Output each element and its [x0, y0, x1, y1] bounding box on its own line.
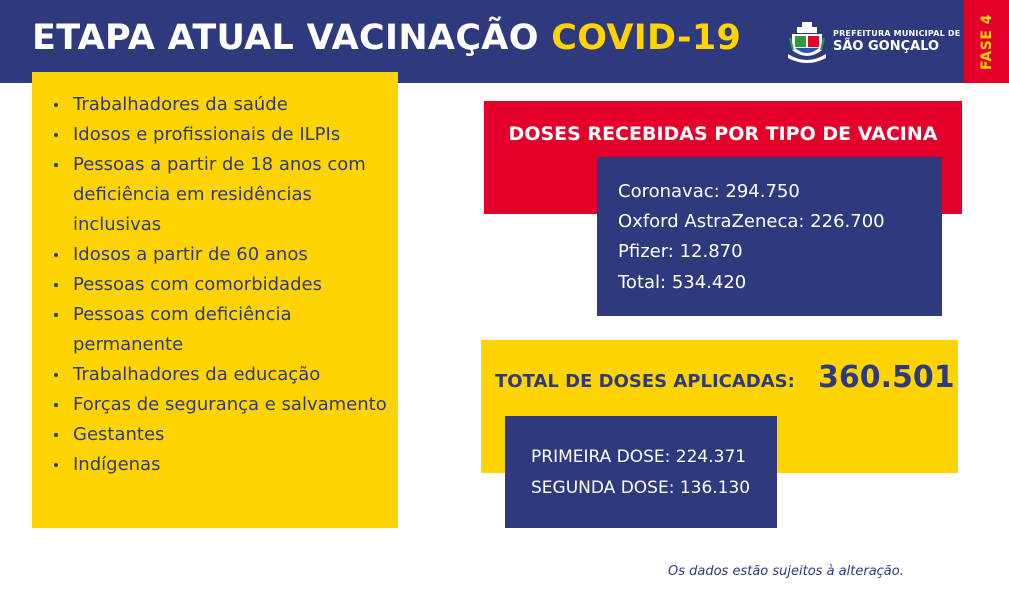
title-accent: COVID-19 [551, 18, 742, 58]
first-dose-count: PRIMEIRA DOSE: 224.371 [531, 447, 747, 467]
phase-badge [964, 0, 1009, 83]
disclaimer-note: Os dados estão sujeitos à alteração. [668, 564, 904, 579]
phase-label: FASE 4 [978, 13, 995, 70]
coronavac-doses: Coronavac: 294.750 [618, 181, 800, 202]
list-item: Trabalhadores da educação [52, 360, 393, 390]
received-doses-panel [597, 157, 942, 316]
second-dose-count: SEGUNDA DOSE: 136.130 [531, 478, 751, 498]
priority-groups-list [32, 72, 398, 480]
header-banner [0, 0, 1009, 83]
list-item: Pessoas com comorbidades [52, 270, 393, 300]
list-item: Pessoas com deficiência permanente [52, 300, 393, 360]
received-doses-heading: DOSES RECEBIDAS POR TIPO DE VACINA [508, 123, 938, 145]
page-title [32, 18, 741, 58]
list-item: Gestantes [52, 420, 393, 450]
list-item: Forças de segurança e salvamento [52, 390, 393, 420]
priority-groups-panel [32, 72, 398, 528]
pfizer-doses: Pfizer: 12.870 [618, 241, 743, 262]
logo-line-2: SÃO GONÇALO [833, 39, 940, 54]
applied-doses-panel [505, 416, 777, 528]
list-item: Idosos e profissionais de ILPIs [52, 120, 393, 150]
astrazeneca-doses: Oxford AstraZeneca: 226.700 [618, 211, 885, 232]
list-item: Indígenas [52, 450, 393, 480]
applied-doses-value: 360.501 [818, 360, 955, 395]
list-item: Pessoas a partir de 18 anos com deficiência em residências inclusivas [52, 150, 393, 240]
city-logo [786, 20, 961, 66]
total-received-doses: Total: 534.420 [618, 272, 747, 293]
list-item: Idosos a partir de 60 anos [52, 240, 393, 270]
title-main: ETAPA ATUAL VACINAÇÃO [32, 18, 539, 58]
list-item: Trabalhadores da saúde [52, 90, 393, 120]
applied-doses-label: TOTAL DE DOSES APLICADAS: [495, 371, 795, 392]
city-crest-icon [786, 20, 828, 66]
logo-line-1: PREFEITURA MUNICIPAL DE [833, 29, 961, 38]
